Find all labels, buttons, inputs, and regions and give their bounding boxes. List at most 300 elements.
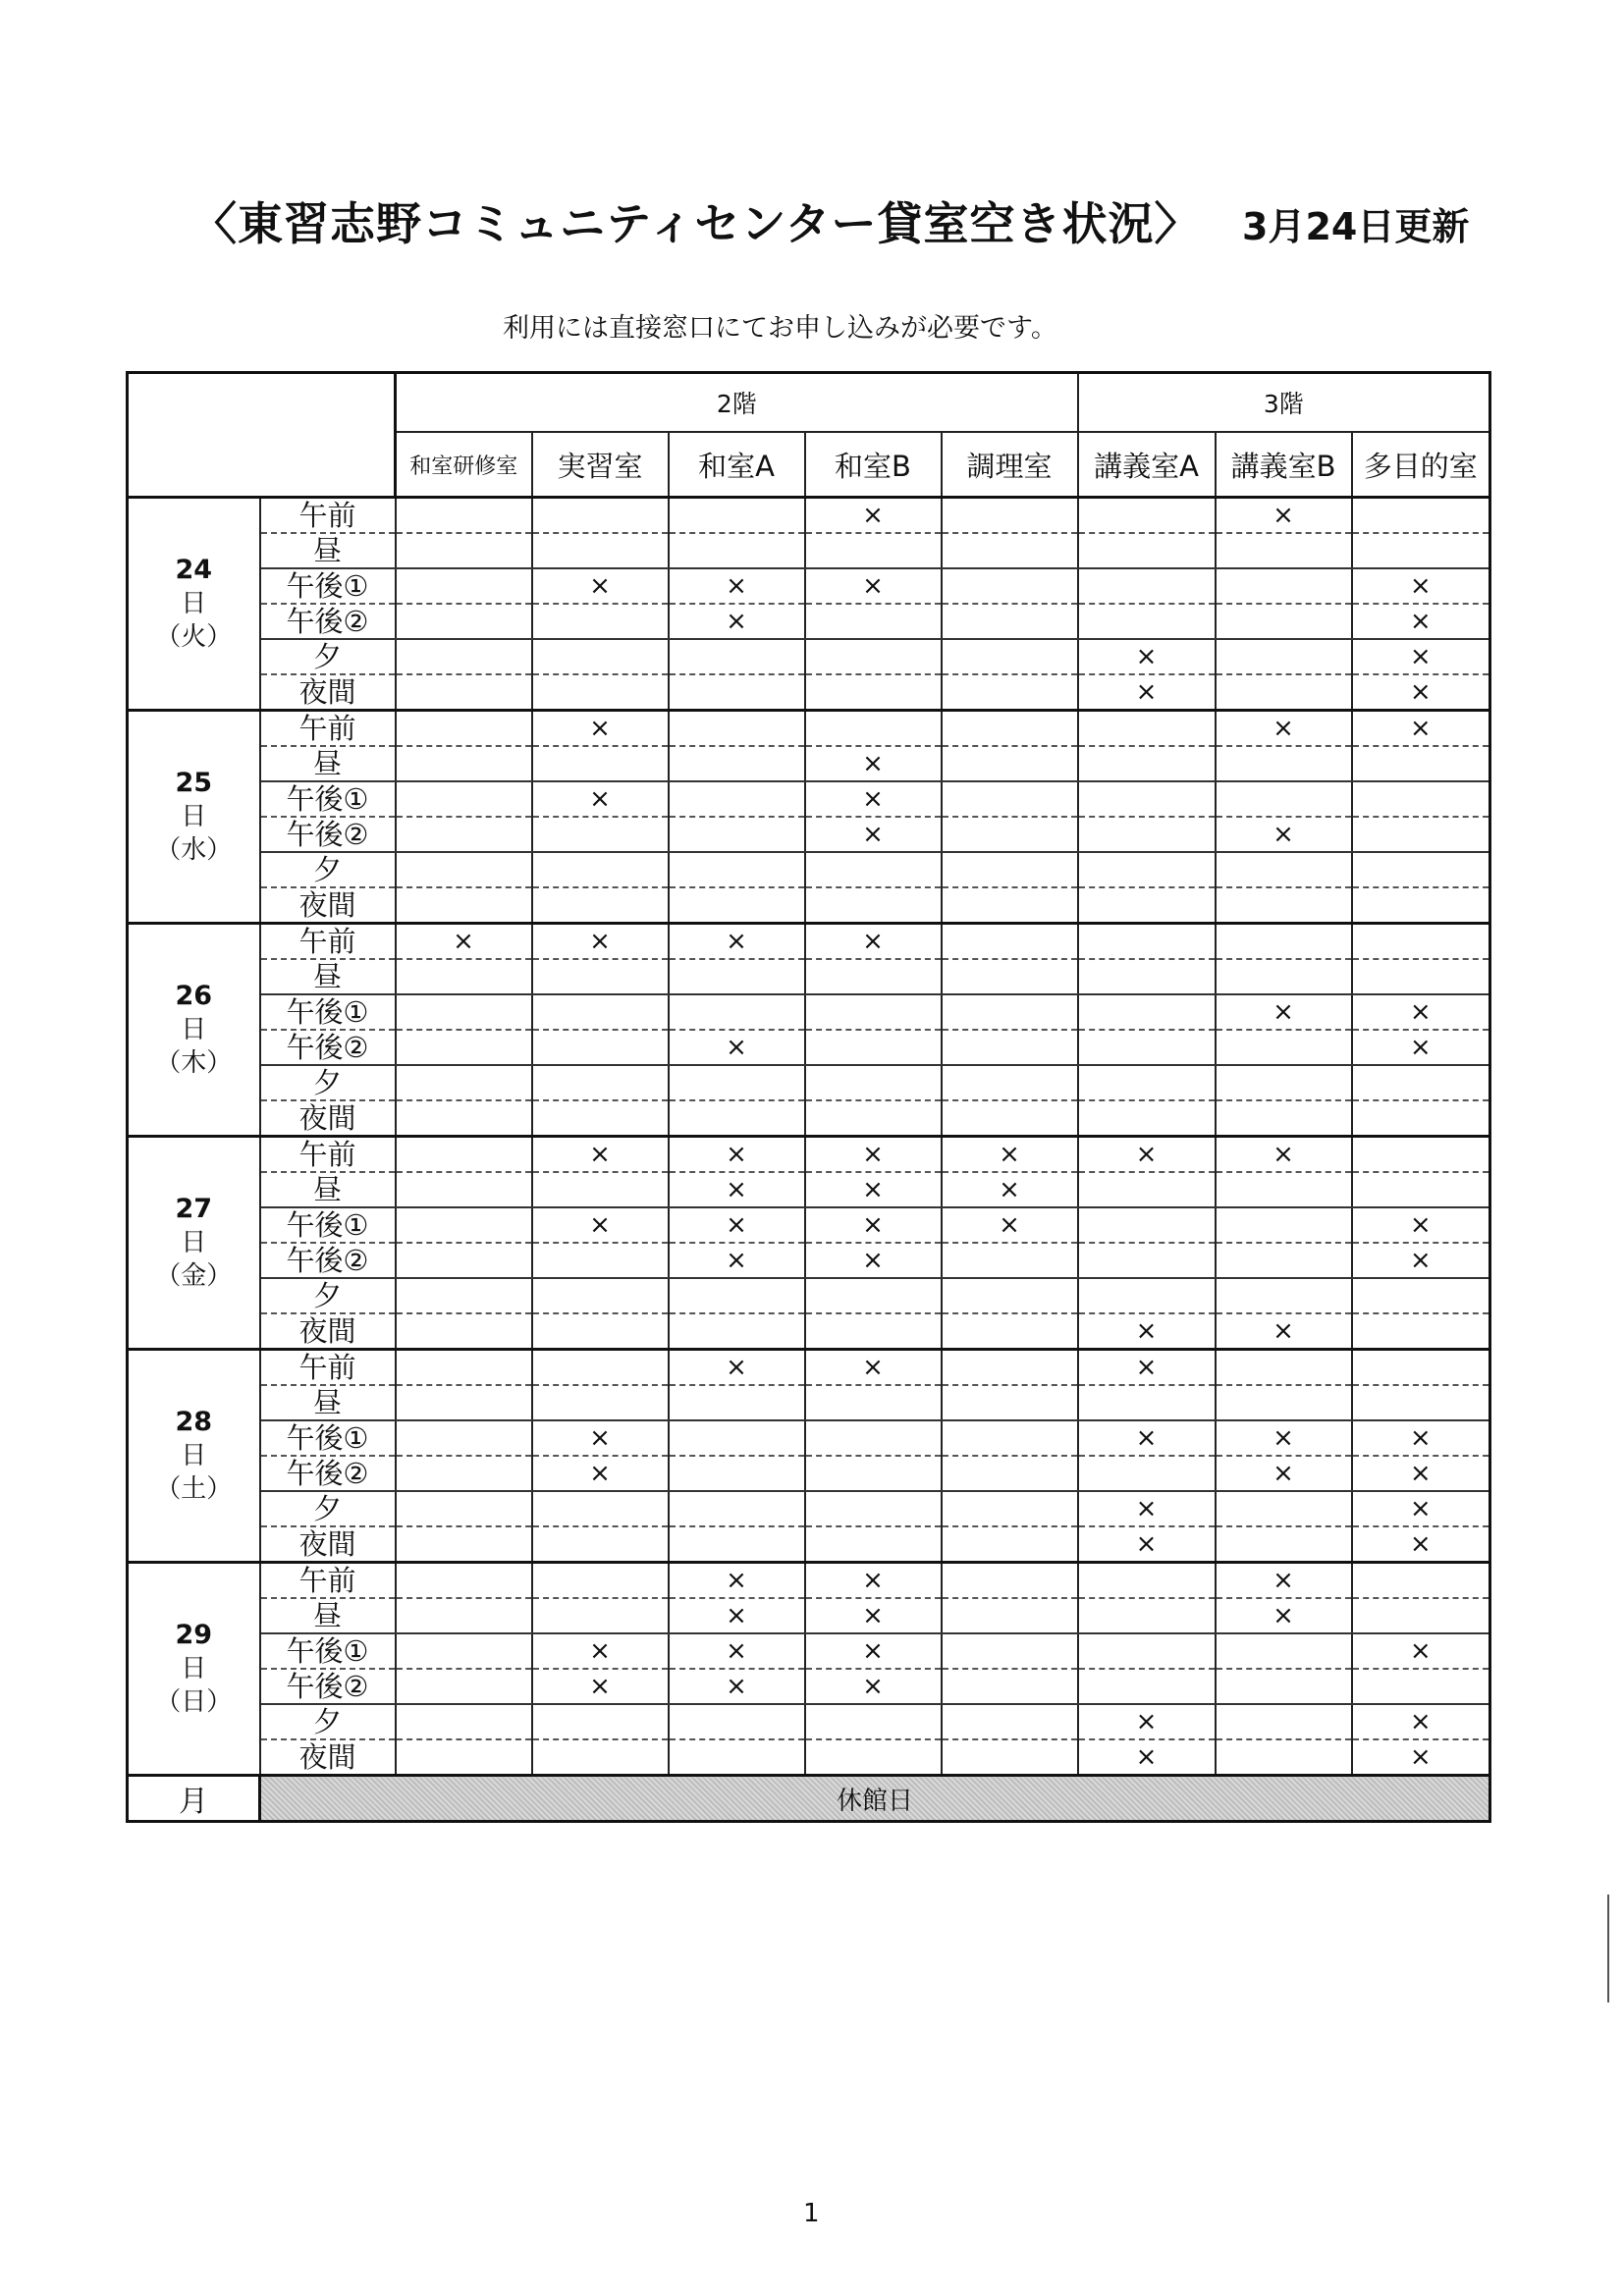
booked-mark: × bbox=[669, 1563, 805, 1599]
weekday: （火） bbox=[155, 622, 233, 652]
availability-cell bbox=[532, 1313, 669, 1350]
time-slot-label: 夜間 bbox=[260, 887, 396, 924]
availability-cell bbox=[805, 1313, 942, 1350]
booked-mark: × bbox=[669, 1243, 805, 1278]
availability-cell bbox=[532, 639, 669, 674]
availability-cell bbox=[1352, 533, 1490, 568]
availability-cell bbox=[1216, 1030, 1352, 1065]
time-slot-label: 午後② bbox=[260, 604, 396, 639]
availability-cell bbox=[805, 604, 942, 639]
time-slot-label: 午前 bbox=[260, 1350, 396, 1386]
booked-mark: × bbox=[669, 1633, 805, 1669]
booked-mark: × bbox=[669, 1207, 805, 1243]
availability-cell bbox=[532, 1243, 669, 1278]
day-number: 25 bbox=[175, 768, 213, 798]
room-header: 調理室 bbox=[942, 432, 1078, 498]
availability-cell bbox=[1352, 498, 1490, 534]
booked-mark: × bbox=[1352, 994, 1490, 1030]
booked-mark: × bbox=[669, 1598, 805, 1633]
availability-cell bbox=[942, 959, 1078, 994]
day-label bbox=[128, 1563, 260, 1776]
availability-cell bbox=[942, 1739, 1078, 1776]
slot-row bbox=[128, 817, 1490, 852]
floor-header-3f: 3階 bbox=[1078, 373, 1490, 433]
availability-cell bbox=[805, 1491, 942, 1526]
availability-cell bbox=[942, 1456, 1078, 1491]
availability-cell bbox=[532, 604, 669, 639]
availability-cell bbox=[396, 1350, 532, 1386]
availability-cell bbox=[805, 887, 942, 924]
availability-cell bbox=[942, 1278, 1078, 1313]
slot-row bbox=[128, 1704, 1490, 1739]
time-slot-label: 午後② bbox=[260, 1243, 396, 1278]
booked-mark: × bbox=[805, 1172, 942, 1207]
availability-cell bbox=[942, 639, 1078, 674]
availability-cell bbox=[1216, 1172, 1352, 1207]
booked-mark: × bbox=[1216, 711, 1352, 747]
availability-cell bbox=[942, 924, 1078, 960]
booked-mark: × bbox=[1078, 1420, 1216, 1456]
booked-mark: × bbox=[1216, 1563, 1352, 1599]
availability-table bbox=[126, 371, 1491, 1823]
weekday: （金） bbox=[155, 1261, 233, 1291]
availability-cell bbox=[942, 852, 1078, 887]
availability-cell bbox=[942, 1385, 1078, 1420]
time-slot-label: 夜間 bbox=[260, 674, 396, 711]
time-slot-label: 午後① bbox=[260, 781, 396, 817]
availability-cell bbox=[1216, 1243, 1352, 1278]
availability-cell bbox=[1216, 1100, 1352, 1137]
availability-cell bbox=[805, 1030, 942, 1065]
slot-row bbox=[128, 1598, 1490, 1633]
booked-mark: × bbox=[1352, 674, 1490, 711]
availability-cell bbox=[396, 1207, 532, 1243]
availability-cell bbox=[942, 711, 1078, 747]
booked-mark: × bbox=[1352, 568, 1490, 604]
availability-cell bbox=[396, 1385, 532, 1420]
availability-cell bbox=[1078, 1633, 1216, 1669]
slot-row bbox=[128, 498, 1490, 534]
availability-cell bbox=[532, 498, 669, 534]
availability-cell bbox=[1352, 1172, 1490, 1207]
availability-cell bbox=[669, 994, 805, 1030]
availability-cell bbox=[1216, 604, 1352, 639]
availability-cell bbox=[396, 639, 532, 674]
day-label bbox=[128, 1350, 260, 1563]
availability-cell bbox=[532, 959, 669, 994]
booked-mark: × bbox=[1352, 1456, 1490, 1491]
availability-cell bbox=[396, 1030, 532, 1065]
availability-cell bbox=[669, 1278, 805, 1313]
availability-cell bbox=[396, 1633, 532, 1669]
availability-cell bbox=[396, 746, 532, 781]
room-header: 和室B bbox=[805, 432, 942, 498]
availability-cell bbox=[1352, 1350, 1490, 1386]
room-header: 和室研修室 bbox=[396, 432, 532, 498]
availability-cell bbox=[1078, 887, 1216, 924]
booked-mark: × bbox=[805, 1207, 942, 1243]
booked-mark: × bbox=[1216, 1420, 1352, 1456]
availability-cell bbox=[396, 1065, 532, 1100]
booked-mark: × bbox=[669, 1172, 805, 1207]
booked-mark: × bbox=[1078, 1526, 1216, 1563]
availability-cell bbox=[532, 674, 669, 711]
slot-row bbox=[128, 1278, 1490, 1313]
availability-cell bbox=[669, 711, 805, 747]
availability-cell bbox=[1216, 1491, 1352, 1526]
booked-mark: × bbox=[669, 1669, 805, 1704]
booked-mark: × bbox=[532, 1137, 669, 1173]
day-unit: 日 bbox=[181, 802, 207, 831]
availability-cell bbox=[942, 1563, 1078, 1599]
availability-cell bbox=[532, 1739, 669, 1776]
availability-cell bbox=[532, 1491, 669, 1526]
day-number: 26 bbox=[175, 981, 213, 1011]
booked-mark: × bbox=[1216, 1598, 1352, 1633]
availability-cell bbox=[1216, 1526, 1352, 1563]
slot-row bbox=[128, 1350, 1490, 1386]
availability-cell bbox=[1078, 1172, 1216, 1207]
availability-cell bbox=[396, 781, 532, 817]
availability-cell bbox=[396, 852, 532, 887]
availability-cell bbox=[396, 1420, 532, 1456]
availability-cell bbox=[1078, 1669, 1216, 1704]
booked-mark: × bbox=[942, 1207, 1078, 1243]
availability-cell bbox=[1352, 1065, 1490, 1100]
booked-mark: × bbox=[942, 1137, 1078, 1173]
slot-row bbox=[128, 1207, 1490, 1243]
availability-cell bbox=[942, 533, 1078, 568]
slot-row bbox=[128, 1172, 1490, 1207]
availability-cell bbox=[396, 959, 532, 994]
availability-cell bbox=[1078, 1100, 1216, 1137]
day-unit: 日 bbox=[181, 1441, 207, 1470]
availability-cell bbox=[1352, 1137, 1490, 1173]
scan-margin-mark bbox=[1607, 1895, 1609, 2002]
availability-cell bbox=[396, 1491, 532, 1526]
booked-mark: × bbox=[805, 817, 942, 852]
day-label bbox=[128, 924, 260, 1137]
weekday: （水） bbox=[155, 835, 233, 865]
availability-cell bbox=[1078, 1207, 1216, 1243]
availability-cell bbox=[1078, 1278, 1216, 1313]
availability-cell bbox=[942, 674, 1078, 711]
availability-cell bbox=[1216, 1633, 1352, 1669]
availability-cell bbox=[396, 604, 532, 639]
time-slot-label: 夕 bbox=[260, 1278, 396, 1313]
booked-mark: × bbox=[1078, 1313, 1216, 1350]
booked-mark: × bbox=[532, 1420, 669, 1456]
availability-cell bbox=[1078, 711, 1216, 747]
time-slot-label: 夕 bbox=[260, 1704, 396, 1739]
availability-cell bbox=[1216, 1207, 1352, 1243]
slot-row bbox=[128, 1243, 1490, 1278]
availability-cell bbox=[1352, 1100, 1490, 1137]
booked-mark: × bbox=[532, 924, 669, 960]
availability-cell bbox=[669, 674, 805, 711]
availability-cell bbox=[1352, 1669, 1490, 1704]
time-slot-label: 午後② bbox=[260, 1456, 396, 1491]
booked-mark: × bbox=[1352, 711, 1490, 747]
booked-mark: × bbox=[1216, 1456, 1352, 1491]
booked-mark: × bbox=[1216, 1313, 1352, 1350]
availability-cell bbox=[1352, 852, 1490, 887]
availability-cell bbox=[669, 852, 805, 887]
time-slot-label: 午前 bbox=[260, 924, 396, 960]
booked-mark: × bbox=[1352, 1739, 1490, 1776]
availability-cell bbox=[805, 1526, 942, 1563]
time-slot-label: 昼 bbox=[260, 533, 396, 568]
time-slot-label: 昼 bbox=[260, 1172, 396, 1207]
availability-cell bbox=[532, 1385, 669, 1420]
availability-cell bbox=[532, 1278, 669, 1313]
availability-cell bbox=[532, 1030, 669, 1065]
availability-cell bbox=[1078, 746, 1216, 781]
time-slot-label: 昼 bbox=[260, 1385, 396, 1420]
slot-row bbox=[128, 1313, 1490, 1350]
availability-cell bbox=[805, 533, 942, 568]
availability-cell bbox=[805, 1704, 942, 1739]
availability-cell bbox=[942, 887, 1078, 924]
day-unit: 日 bbox=[181, 589, 207, 618]
booked-mark: × bbox=[805, 1243, 942, 1278]
availability-cell bbox=[942, 498, 1078, 534]
booked-mark: × bbox=[532, 711, 669, 747]
availability-cell bbox=[396, 994, 532, 1030]
slot-row bbox=[128, 533, 1490, 568]
updated-date: 3月24日更新 bbox=[1242, 205, 1470, 248]
availability-cell bbox=[1216, 1669, 1352, 1704]
slot-row bbox=[128, 604, 1490, 639]
time-slot-label: 午後① bbox=[260, 568, 396, 604]
availability-cell bbox=[396, 674, 532, 711]
availability-cell bbox=[1078, 1563, 1216, 1599]
availability-cell bbox=[1216, 781, 1352, 817]
day-number: 27 bbox=[175, 1194, 213, 1224]
availability-cell bbox=[1352, 817, 1490, 852]
booked-mark: × bbox=[1078, 674, 1216, 711]
availability-cell bbox=[805, 1278, 942, 1313]
slot-row bbox=[128, 1420, 1490, 1456]
booked-mark: × bbox=[1078, 1350, 1216, 1386]
availability-cell bbox=[396, 1598, 532, 1633]
booked-mark: × bbox=[1352, 1243, 1490, 1278]
slot-row bbox=[128, 639, 1490, 674]
booked-mark: × bbox=[1078, 1137, 1216, 1173]
booked-mark: × bbox=[805, 1669, 942, 1704]
booked-mark: × bbox=[805, 781, 942, 817]
booked-mark: × bbox=[1352, 1420, 1490, 1456]
time-slot-label: 午後① bbox=[260, 1207, 396, 1243]
availability-cell bbox=[1352, 1598, 1490, 1633]
availability-cell bbox=[669, 533, 805, 568]
slot-row bbox=[128, 568, 1490, 604]
availability-cell bbox=[669, 746, 805, 781]
slot-row bbox=[128, 674, 1490, 711]
availability-cell bbox=[805, 674, 942, 711]
availability-cell bbox=[805, 1739, 942, 1776]
booked-mark: × bbox=[669, 604, 805, 639]
availability-cell bbox=[805, 852, 942, 887]
booked-mark: × bbox=[1352, 1030, 1490, 1065]
availability-cell bbox=[942, 1526, 1078, 1563]
availability-cell bbox=[532, 533, 669, 568]
slot-row bbox=[128, 852, 1490, 887]
availability-cell bbox=[669, 887, 805, 924]
time-slot-label: 夕 bbox=[260, 639, 396, 674]
availability-cell bbox=[396, 887, 532, 924]
slot-row bbox=[128, 1065, 1490, 1100]
availability-cell bbox=[805, 1456, 942, 1491]
availability-cell bbox=[396, 1137, 532, 1173]
availability-cell bbox=[1078, 604, 1216, 639]
availability-cell bbox=[532, 817, 669, 852]
availability-cell bbox=[1216, 924, 1352, 960]
availability-cell bbox=[1078, 817, 1216, 852]
slot-row bbox=[128, 1100, 1490, 1137]
availability-cell bbox=[532, 746, 669, 781]
availability-cell bbox=[532, 1704, 669, 1739]
availability-cell bbox=[1078, 959, 1216, 994]
booked-mark: × bbox=[805, 924, 942, 960]
availability-cell bbox=[1216, 852, 1352, 887]
availability-cell bbox=[1352, 887, 1490, 924]
availability-cell bbox=[396, 568, 532, 604]
availability-cell bbox=[805, 1420, 942, 1456]
booked-mark: × bbox=[1352, 604, 1490, 639]
time-slot-label: 午後① bbox=[260, 1633, 396, 1669]
availability-cell bbox=[1078, 498, 1216, 534]
booked-mark: × bbox=[532, 781, 669, 817]
availability-cell bbox=[942, 1491, 1078, 1526]
booked-mark: × bbox=[805, 498, 942, 534]
availability-cell bbox=[942, 1030, 1078, 1065]
booked-mark: × bbox=[669, 1350, 805, 1386]
availability-cell bbox=[532, 1172, 669, 1207]
availability-cell bbox=[1078, 533, 1216, 568]
availability-cell bbox=[396, 1278, 532, 1313]
availability-cell bbox=[1078, 994, 1216, 1030]
day-unit: 日 bbox=[181, 1228, 207, 1257]
availability-cell bbox=[1216, 674, 1352, 711]
booked-mark: × bbox=[1078, 1739, 1216, 1776]
availability-cell bbox=[669, 1100, 805, 1137]
booked-mark: × bbox=[669, 1137, 805, 1173]
availability-cell bbox=[669, 781, 805, 817]
availability-cell bbox=[669, 639, 805, 674]
booked-mark: × bbox=[1078, 1491, 1216, 1526]
availability-cell bbox=[669, 1456, 805, 1491]
availability-cell bbox=[1352, 924, 1490, 960]
availability-cell bbox=[1216, 1704, 1352, 1739]
availability-cell bbox=[1078, 1598, 1216, 1633]
time-slot-label: 夕 bbox=[260, 852, 396, 887]
availability-cell bbox=[396, 1563, 532, 1599]
availability-cell bbox=[1216, 959, 1352, 994]
time-slot-label: 午前 bbox=[260, 498, 396, 534]
availability-cell bbox=[669, 498, 805, 534]
availability-cell bbox=[396, 533, 532, 568]
weekday: （日） bbox=[155, 1687, 233, 1717]
availability-cell bbox=[532, 1563, 669, 1599]
availability-cell bbox=[942, 1669, 1078, 1704]
availability-cell bbox=[532, 852, 669, 887]
booked-mark: × bbox=[1352, 1704, 1490, 1739]
availability-cell bbox=[942, 994, 1078, 1030]
availability-cell bbox=[942, 1243, 1078, 1278]
availability-cell bbox=[669, 1065, 805, 1100]
booked-mark: × bbox=[532, 568, 669, 604]
availability-cell bbox=[1216, 1278, 1352, 1313]
availability-cell bbox=[1216, 533, 1352, 568]
booked-mark: × bbox=[669, 924, 805, 960]
booked-mark: × bbox=[532, 1669, 669, 1704]
room-header: 多目的室 bbox=[1352, 432, 1490, 498]
availability-cell bbox=[396, 1456, 532, 1491]
booked-mark: × bbox=[396, 924, 532, 960]
day-unit: 日 bbox=[181, 1654, 207, 1683]
availability-cell bbox=[942, 568, 1078, 604]
availability-cell bbox=[669, 1491, 805, 1526]
page-title: 〈東習志野コミュニティセンター貸室空き状況〉 bbox=[191, 197, 1201, 250]
availability-cell bbox=[669, 1420, 805, 1456]
availability-cell bbox=[396, 1243, 532, 1278]
booked-mark: × bbox=[1352, 1633, 1490, 1669]
availability-cell bbox=[942, 1598, 1078, 1633]
room-header: 和室A bbox=[669, 432, 805, 498]
slot-row bbox=[128, 781, 1490, 817]
availability-cell bbox=[1352, 781, 1490, 817]
slot-row bbox=[128, 1669, 1490, 1704]
room-header: 講義室A bbox=[1078, 432, 1216, 498]
availability-cell bbox=[805, 711, 942, 747]
availability-cell bbox=[1078, 568, 1216, 604]
availability-cell bbox=[1216, 1065, 1352, 1100]
availability-cell bbox=[805, 994, 942, 1030]
day-number: 28 bbox=[175, 1407, 213, 1437]
availability-cell bbox=[1352, 1385, 1490, 1420]
availability-cell bbox=[1216, 1385, 1352, 1420]
availability-cell bbox=[532, 994, 669, 1030]
time-slot-label: 夜間 bbox=[260, 1739, 396, 1776]
time-slot-label: 夕 bbox=[260, 1065, 396, 1100]
booked-mark: × bbox=[942, 1172, 1078, 1207]
availability-cell bbox=[1078, 852, 1216, 887]
availability-cell bbox=[669, 1313, 805, 1350]
availability-cell bbox=[532, 1100, 669, 1137]
booked-mark: × bbox=[532, 1456, 669, 1491]
booked-mark: × bbox=[532, 1633, 669, 1669]
availability-cell bbox=[1078, 924, 1216, 960]
availability-cell bbox=[1216, 887, 1352, 924]
availability-cell bbox=[1352, 1278, 1490, 1313]
availability-cell bbox=[942, 1313, 1078, 1350]
availability-cell bbox=[942, 1350, 1078, 1386]
availability-cell bbox=[669, 1526, 805, 1563]
weekday: （木） bbox=[155, 1048, 233, 1078]
time-slot-label: 夜間 bbox=[260, 1526, 396, 1563]
availability-cell bbox=[396, 1313, 532, 1350]
availability-cell bbox=[1078, 1065, 1216, 1100]
availability-cell bbox=[669, 817, 805, 852]
availability-cell bbox=[942, 1100, 1078, 1137]
availability-cell bbox=[942, 1633, 1078, 1669]
slot-row bbox=[128, 1739, 1490, 1776]
slot-row bbox=[128, 1633, 1490, 1669]
availability-cell bbox=[396, 498, 532, 534]
closed-row bbox=[128, 1776, 1490, 1822]
slot-row bbox=[128, 1491, 1490, 1526]
